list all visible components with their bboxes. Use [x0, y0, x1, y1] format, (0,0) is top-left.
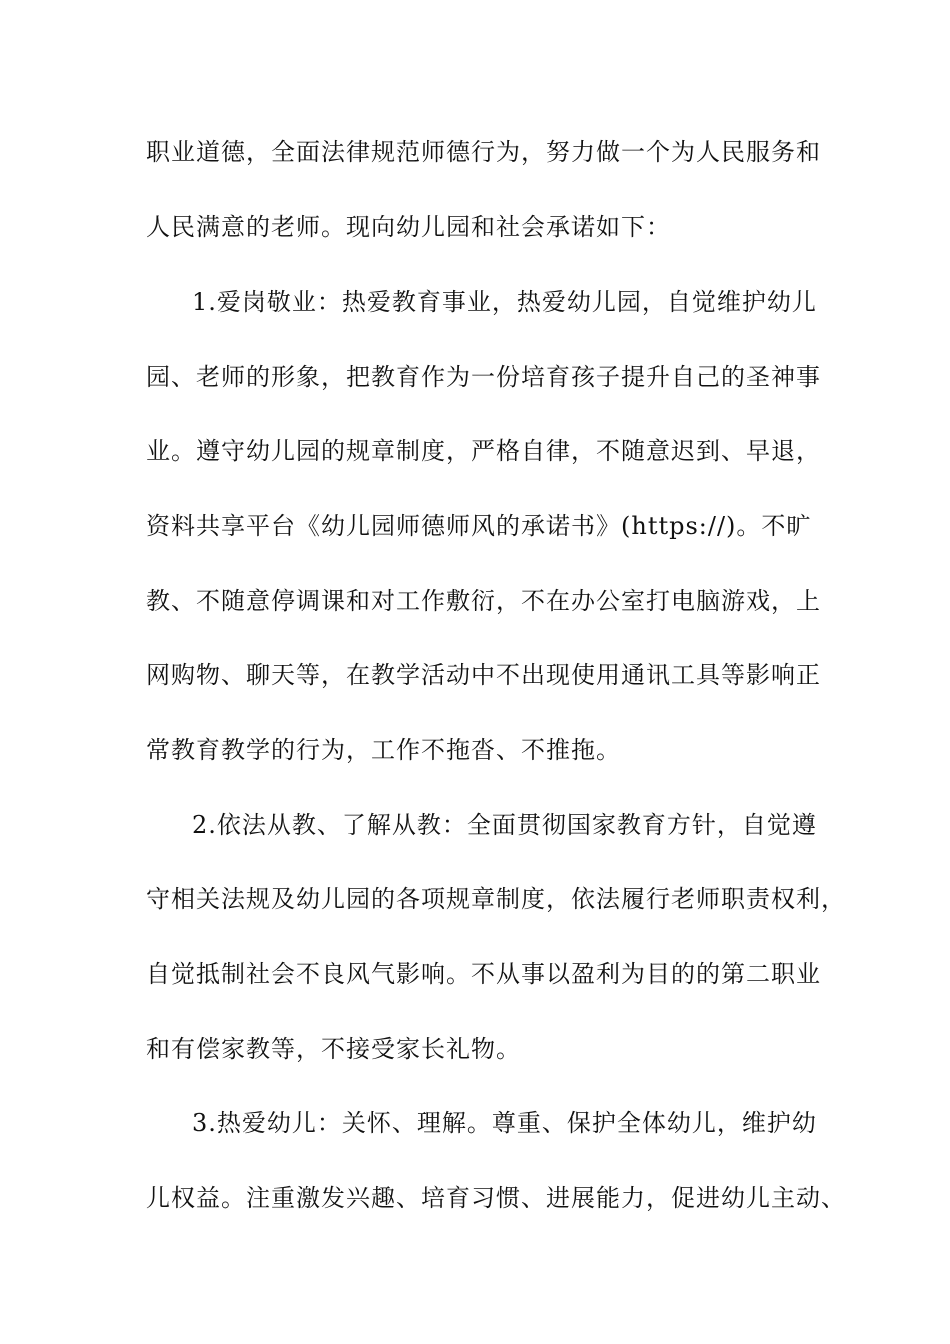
paragraph-line: 2.依法从教、了解从教：全面贯彻国家教育方针，自觉遵	[192, 811, 817, 839]
paragraph-line: 儿权益。注重激发兴趣、培育习惯、进展能力，促进幼儿主动、	[146, 1184, 846, 1212]
paragraph-line: 人民满意的老师。现向幼儿园和社会承诺如下：	[146, 213, 671, 241]
paragraph-line: 园、老师的形象，把教育作为一份培育孩子提升自己的圣神事	[146, 363, 821, 391]
paragraph-line: 资料共享平台《幼儿园师德师风的承诺书》(https://)。不旷	[146, 512, 812, 540]
paragraph-line: 业。遵守幼儿园的规章制度，严格自律，不随意迟到、早退，	[146, 437, 821, 465]
paragraph-line: 职业道德，全面法律规范师德行为，努力做一个为人民服务和	[146, 138, 821, 166]
paragraph-line: 守相关法规及幼儿园的各项规章制度，依法履行老师职责权利，	[146, 885, 846, 913]
paragraph-line: 自觉抵制社会不良风气影响。不从事以盈利为目的的第二职业	[146, 960, 821, 988]
paragraph-line: 1.爱岗敬业：热爱教育事业，热爱幼儿园，自觉维护幼儿	[192, 288, 817, 316]
paragraph-line: 和有偿家教等，不接受家长礼物。	[146, 1035, 521, 1063]
paragraph-line: 教、不随意停调课和对工作敷衍，不在办公室打电脑游戏，上	[146, 587, 821, 615]
paragraph-line: 网购物、聊天等，在教学活动中不出现使用通讯工具等影响正	[146, 661, 821, 689]
paragraph-line: 常教育教学的行为，工作不拖沓、不推拖。	[146, 736, 621, 764]
paragraph-line: 3.热爱幼儿：关怀、理解。尊重、保护全体幼儿，维护幼	[192, 1109, 817, 1137]
